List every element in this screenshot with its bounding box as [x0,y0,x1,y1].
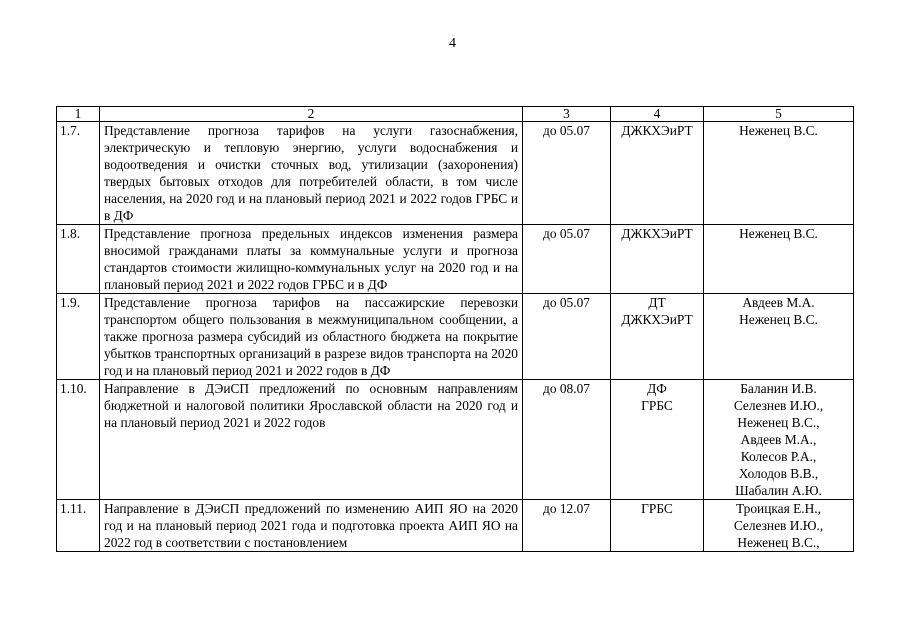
item-executor [611,122,704,225]
column-header: 3 [523,107,611,122]
responsible-name: Авдеев М.А. [742,295,815,310]
responsible-name: Неженец В.С. [739,312,818,327]
item-description: Представление прогноза тарифов на пассажирские перевозки транспортом общего пользования в межмуниципальном сообщении, а также прогноза размера субсидий из областного бюджета на покрытие убытков транспортных организаций в разрезе видов транспорта на 2020 год и на плановый период 2021 и 2022 годов в ДФ [100,294,523,380]
executor-name: ДЖКХЭиРТ [621,226,693,241]
executor-name: ДТ [648,295,666,310]
column-header: 1 [57,107,100,122]
responsible-name: Шабалин А.Ю. [735,483,822,498]
item-deadline: до 12.07 [523,500,611,552]
executor-name: ГРБС [641,398,673,413]
item-deadline: до 05.07 [523,122,611,225]
item-responsible [704,380,854,500]
responsible-name: Холодов В.В., [738,466,819,481]
item-responsible [704,294,854,380]
executor-name: ДЖКХЭиРТ [621,312,693,327]
item-number: 1.8. [57,225,100,294]
item-description: Представление прогноза предельных индексов изменения размера вносимой гражданами платы за коммунальные услуги и прогноза стандартов стоимости жилищно-коммунальных услуг на 2020 год и на плановый период 2021 и 2022 годов ГРБС и в ДФ [100,225,523,294]
column-header: 2 [100,107,523,122]
column-header: 5 [704,107,854,122]
item-description: Направление в ДЭиСП предложений по основным направлениям бюджетной и налоговой политики Ярославской области на 2020 год и на плановый период 2021 и 2022 годов [100,380,523,500]
plan-table [56,106,854,552]
executor-name: ГРБС [641,501,673,516]
item-executor [611,225,704,294]
item-description: Направление в ДЭиСП предложений по изменению АИП ЯО на 2020 год и на плановый период 2021 года и подготовка проекта АИП ЯО на 2022 год в соответствии с постановлением [100,500,523,552]
item-deadline: до 05.07 [523,225,611,294]
executor-name: ДЖКХЭиРТ [621,123,693,138]
item-number: 1.9. [57,294,100,380]
responsible-name: Селезнев И.Ю., [733,398,824,413]
responsible-name: Авдеев М.А., [740,432,817,447]
table-row [57,380,854,500]
table-row [57,122,854,225]
responsible-name: Неженец В.С., [737,415,820,430]
responsible-name: Неженец В.С. [739,226,818,241]
table-header-row [57,107,854,122]
item-number: 1.10. [57,380,100,500]
executor-name: ДФ [647,381,667,396]
table-row [57,225,854,294]
item-description: Представление прогноза тарифов на услуги газоснабжения, электрическую и тепловую энергию, услуги водоснабжения и водоотведения и очистки сточных вод, утилизации (захоронения) твердых бытовых отходов для потребителей области, в том числе населения, на 2020 год и на плановый период 2021 и 2022 годов ГРБС и в ДФ [100,122,523,225]
item-executor [611,500,704,552]
page-number: 4 [449,36,456,51]
item-executor [611,380,704,500]
item-number: 1.11. [57,500,100,552]
item-executor [611,294,704,380]
item-deadline: до 08.07 [523,380,611,500]
responsible-name: Колесов Р.А., [740,449,817,464]
responsible-name: Неженец В.С., [737,535,820,550]
item-responsible [704,225,854,294]
item-responsible [704,122,854,225]
item-responsible [704,500,854,552]
table-row [57,500,854,552]
item-deadline: до 05.07 [523,294,611,380]
table-row [57,294,854,380]
responsible-name: Селезнев И.Ю., [733,518,824,533]
column-header: 4 [611,107,704,122]
responsible-name: Неженец В.С. [739,123,818,138]
responsible-name: Баланин И.В. [740,381,817,396]
responsible-name: Троицкая Е.Н., [735,501,822,516]
item-number: 1.7. [57,122,100,225]
